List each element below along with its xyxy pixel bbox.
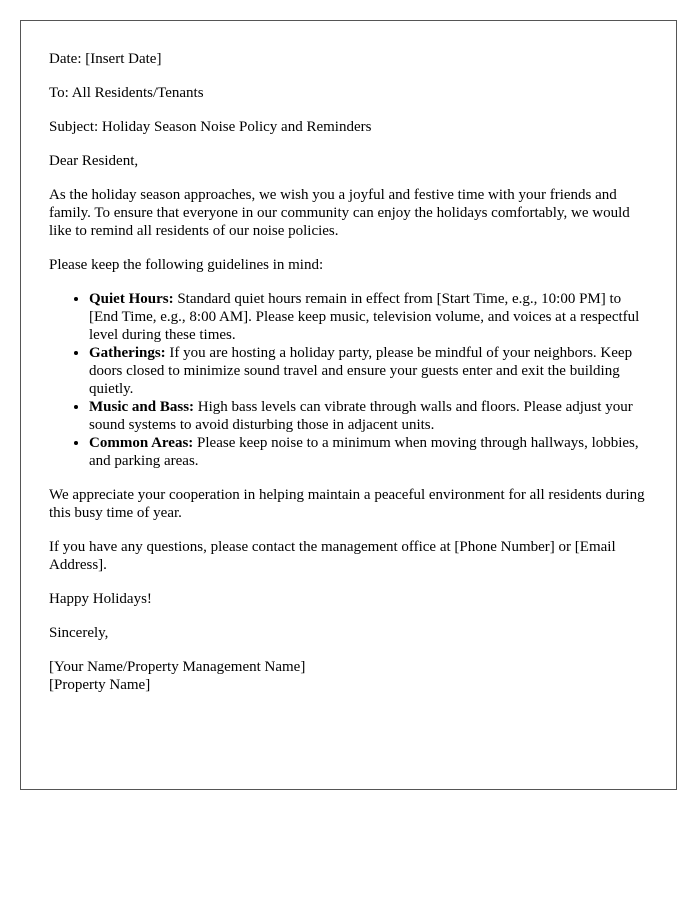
date-line: Date: [Insert Date] — [49, 51, 162, 67]
guideline-text: If you are hosting a holiday party, please be mindful of your neighbors. Keep doors closed to minimize sound travel and ensure your guests enter and exit the building quietly. — [89, 345, 633, 397]
guidelines-list — [49, 290, 648, 470]
holiday-greeting: Happy Holidays! — [49, 591, 152, 607]
guideline-title: Common Areas: — [89, 435, 194, 451]
guideline-quiet-hours — [89, 290, 648, 344]
contact-paragraph: If you have any questions, please contact the management office at [Phone Number] or [Email Address]. — [49, 539, 616, 573]
guideline-text: Please keep noise to a minimum when moving through hallways, lobbies, and parking areas. — [89, 435, 639, 469]
intro-paragraph: As the holiday season approaches, we wish you a joyful and festive time with your friends and family. To ensure that everyone in our community can enjoy the holidays comfortably, we would like to remind all residents of our noise policies. — [49, 187, 630, 239]
guideline-text: Standard quiet hours remain in effect from [Start Time, e.g., 10:00 PM] to [End Time, e.g., 8:00 AM]. Please keep music, television volume, and voices at a respectful level during these times. — [89, 291, 640, 343]
letter-page — [20, 20, 677, 790]
appreciation-paragraph: We appreciate your cooperation in helping maintain a peaceful environment for all residents during this busy time of year. — [49, 487, 645, 521]
recipient-line: To: All Residents/Tenants — [49, 85, 204, 101]
guideline-common-areas — [89, 434, 648, 470]
signature-name: [Your Name/Property Management Name] — [49, 659, 306, 675]
guideline-title: Music and Bass: — [89, 399, 195, 415]
subject-line: Subject: Holiday Season Noise Policy and Reminders — [49, 119, 372, 135]
signature-property: [Property Name] — [49, 677, 151, 693]
guideline-text: High bass levels can vibrate through walls and floors. Please adjust your sound systems to avoid disturbing those in adjacent units. — [89, 399, 633, 433]
salutation: Dear Resident, — [49, 153, 139, 169]
signature-block — [49, 658, 648, 694]
closing: Sincerely, — [49, 625, 109, 641]
guideline-title: Gatherings: — [89, 345, 166, 361]
guideline-music-bass — [89, 398, 648, 434]
guideline-title: Quiet Hours: — [89, 291, 174, 307]
guidelines-intro: Please keep the following guidelines in mind: — [49, 257, 324, 273]
guideline-gatherings — [89, 344, 648, 398]
